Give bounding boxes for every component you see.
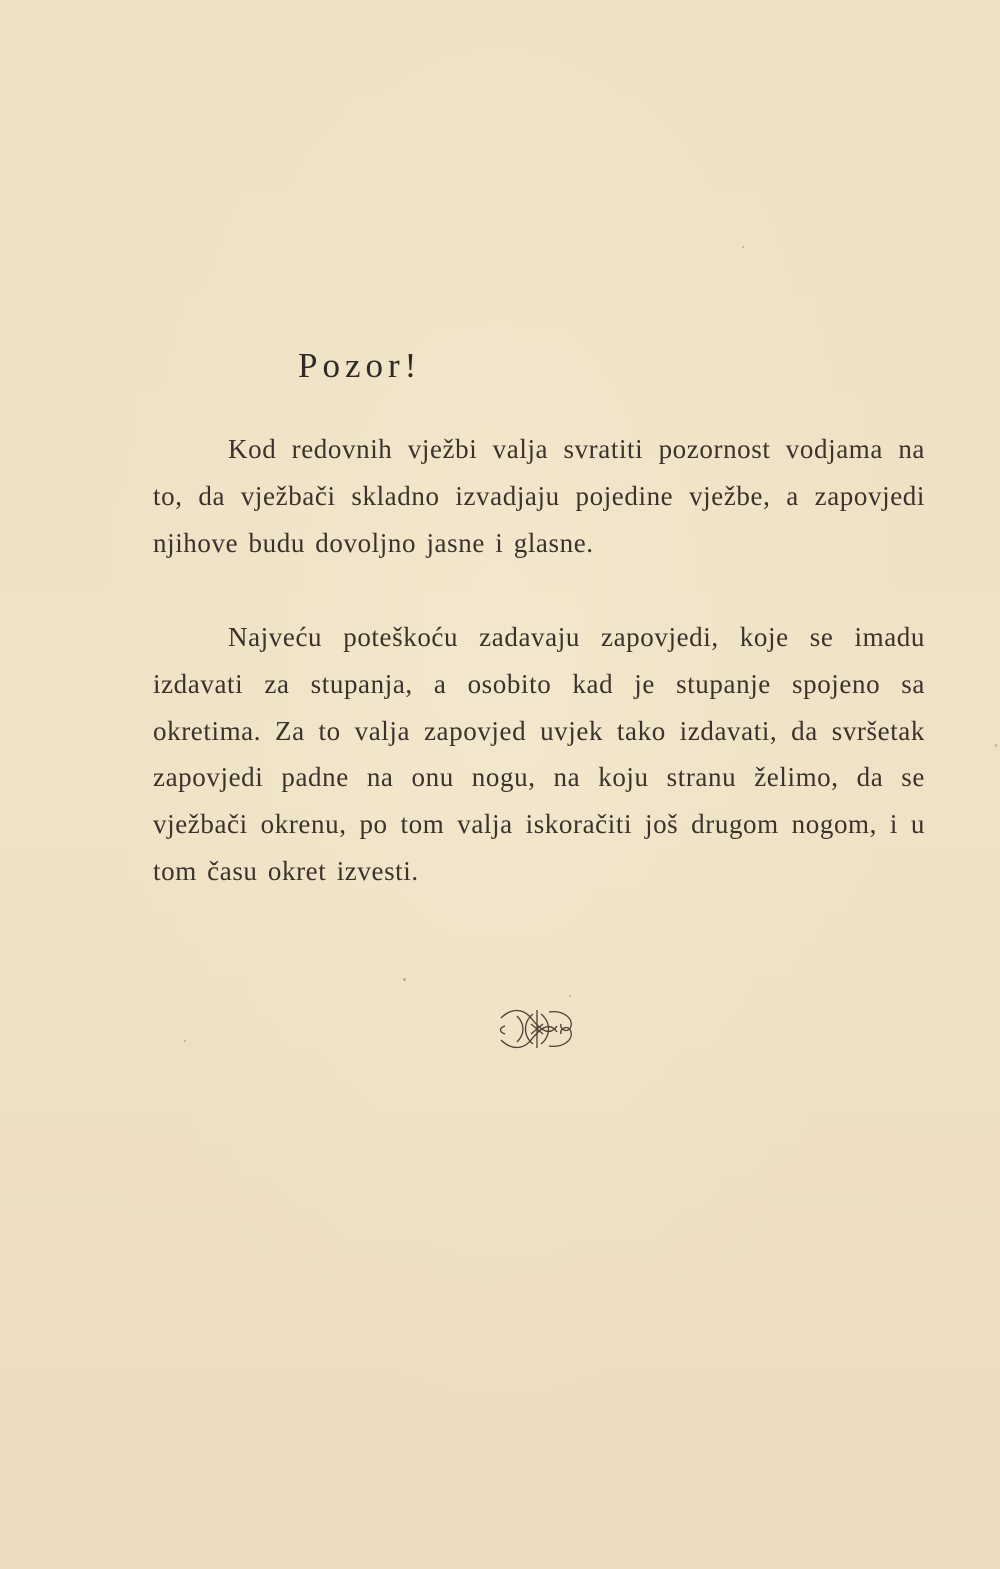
paper-speck xyxy=(403,978,406,981)
knot-ornament-icon xyxy=(497,1004,577,1054)
paper-speck xyxy=(184,1040,186,1042)
paper-speck xyxy=(742,246,744,248)
paper-speck xyxy=(569,995,571,997)
paper-speck xyxy=(995,744,997,747)
paragraph-2: Najveću poteškoću zadavaju zapovjedi, koje se imadu izdavati za stupanja, a osobito kad je stupanje spojeno sa okretima. Za to valja zapovjed uvjek tako izdavati, da svršetak zapovjedi padne na onu nogu, na koju stranu želimo, da se vježbači okrenu, po tom valja iskoračiti još drugom nogom, i u tom času okret izvesti. xyxy=(153,622,925,886)
paragraph-1: Kod redovnih vježbi valja svratiti pozornost vodjama na to, da vježbači skladno izvadjaju pojedine vježbe, a zapovjedi njihove budu dovoljno jasne i glasne. xyxy=(153,434,925,558)
page-heading: Pozor! xyxy=(298,346,422,385)
